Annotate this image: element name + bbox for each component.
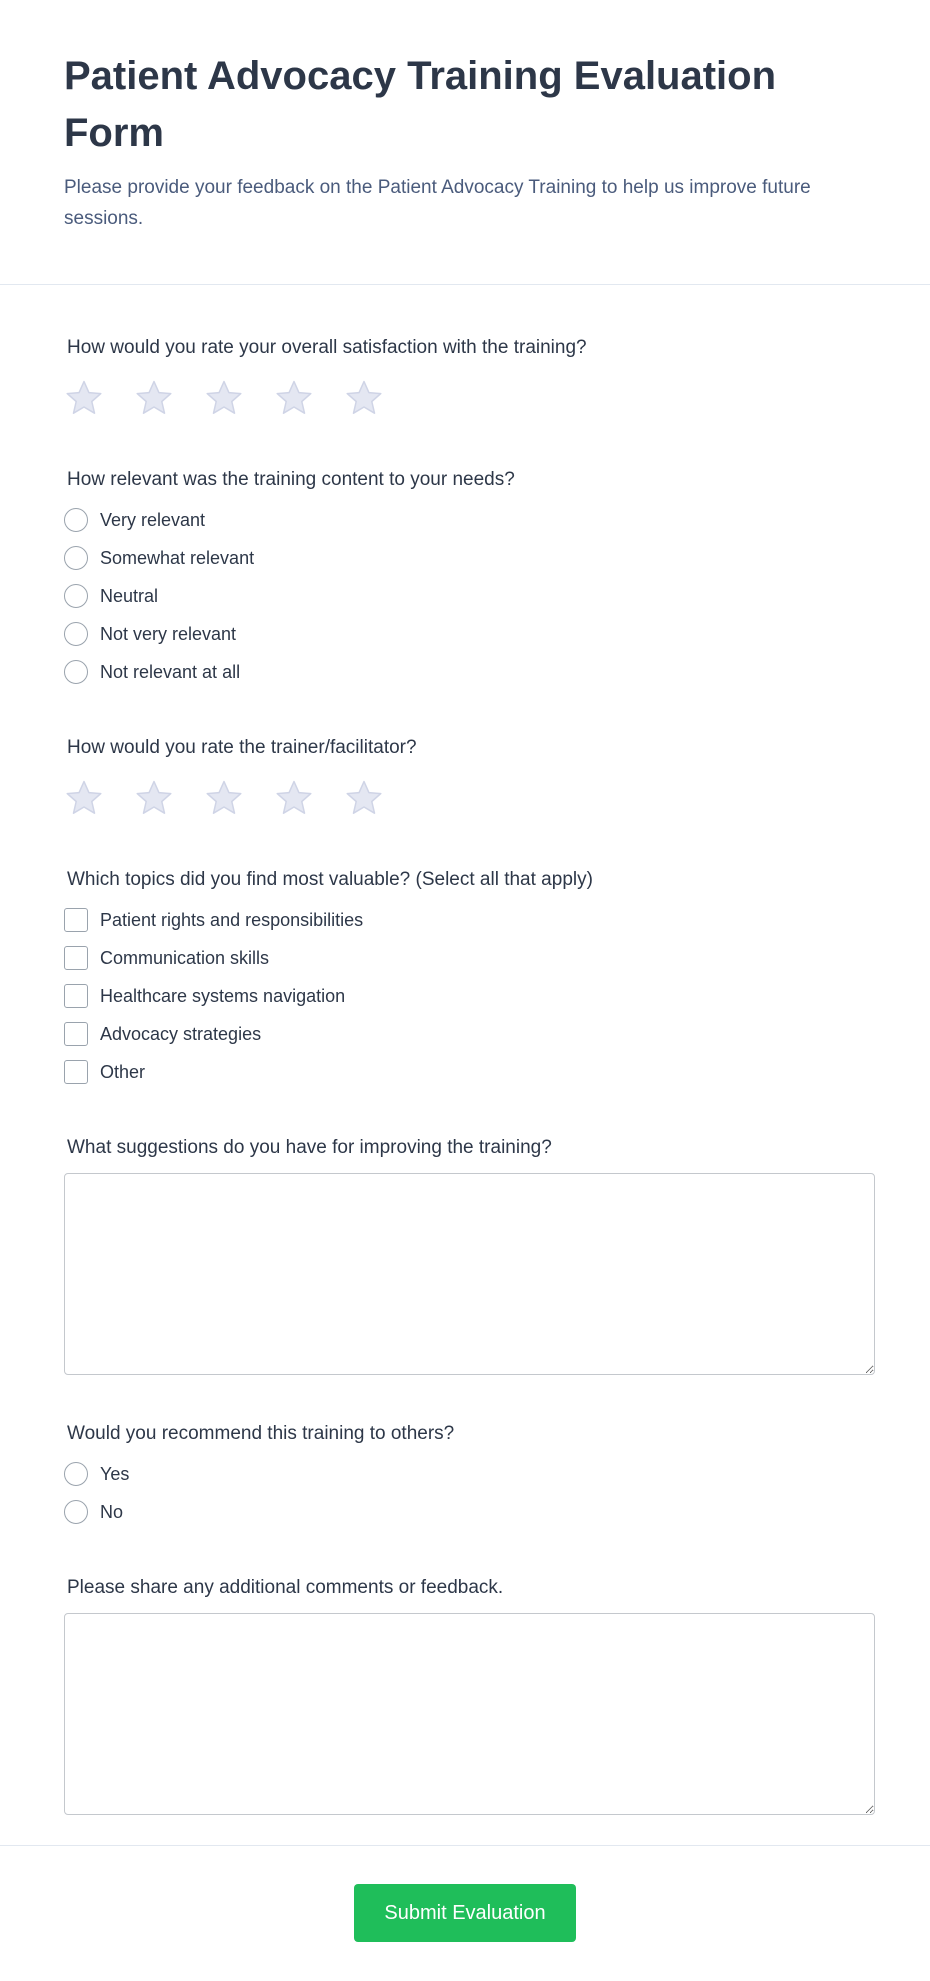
star-icon[interactable] <box>134 378 174 418</box>
question-suggestions <box>64 1135 866 1375</box>
question-relevance <box>64 467 866 691</box>
star-rating-overall <box>64 377 866 419</box>
question-label: Which topics did you find most valuable? (Select all that apply) <box>67 869 593 890</box>
checkbox[interactable] <box>64 1060 88 1084</box>
form-footer <box>0 1845 930 1942</box>
topics-checkbox-group <box>64 901 866 1091</box>
radio-button[interactable] <box>64 1500 88 1524</box>
question-recommend <box>64 1421 866 1531</box>
radio-button[interactable] <box>64 508 88 532</box>
option-label: Patient rights and responsibilities <box>100 909 364 930</box>
form-header <box>0 0 930 285</box>
comments-textarea[interactable] <box>64 1613 875 1815</box>
star-rating-trainer <box>64 777 866 819</box>
recommend-radio-group <box>64 1455 866 1531</box>
question-label: Would you recommend this training to others? <box>67 1423 455 1444</box>
question-label: How would you rate the trainer/facilitator? <box>67 737 417 758</box>
question-valuable-topics <box>64 867 866 1091</box>
question-label: How would you rate your overall satisfaction with the training? <box>67 337 587 358</box>
checkbox-option-healthcare-navigation[interactable] <box>64 977 866 1015</box>
option-label: Advocacy strategies <box>100 1023 262 1044</box>
question-label: What suggestions do you have for improving the training? <box>67 1137 552 1158</box>
option-label: Neutral <box>100 585 159 606</box>
radio-option-no[interactable] <box>64 1493 866 1531</box>
star-icon[interactable] <box>274 378 314 418</box>
checkbox-option-advocacy-strategies[interactable] <box>64 1015 866 1053</box>
option-label: Very relevant <box>100 509 206 530</box>
checkbox-option-patient-rights[interactable] <box>64 901 866 939</box>
star-icon[interactable] <box>134 778 174 818</box>
question-additional-comments <box>64 1575 866 1815</box>
radio-button[interactable] <box>64 584 88 608</box>
option-label: Yes <box>100 1463 130 1484</box>
option-label: Communication skills <box>100 947 270 968</box>
page-title: Patient Advocacy Training Evaluation Form <box>64 54 777 155</box>
evaluation-form <box>0 285 930 1845</box>
radio-button[interactable] <box>64 660 88 684</box>
star-icon[interactable] <box>204 378 244 418</box>
option-label: Not relevant at all <box>100 661 241 682</box>
question-label: Please share any additional comments or feedback. <box>67 1577 504 1598</box>
option-label: Not very relevant <box>100 623 237 644</box>
radio-button[interactable] <box>64 622 88 646</box>
star-icon[interactable] <box>344 378 384 418</box>
radio-button[interactable] <box>64 1462 88 1486</box>
radio-option-somewhat-relevant[interactable] <box>64 539 866 577</box>
question-trainer-rating <box>64 735 866 819</box>
option-label: No <box>100 1501 124 1522</box>
checkbox[interactable] <box>64 1022 88 1046</box>
radio-button[interactable] <box>64 546 88 570</box>
checkbox-option-other[interactable] <box>64 1053 866 1091</box>
checkbox[interactable] <box>64 946 88 970</box>
star-icon[interactable] <box>64 778 104 818</box>
star-icon[interactable] <box>344 778 384 818</box>
question-overall-satisfaction <box>64 335 866 419</box>
radio-option-not-very-relevant[interactable] <box>64 615 866 653</box>
option-label: Healthcare systems navigation <box>100 985 346 1006</box>
star-icon[interactable] <box>64 378 104 418</box>
star-icon[interactable] <box>274 778 314 818</box>
question-label: How relevant was the training content to your needs? <box>67 469 515 490</box>
option-label: Other <box>100 1061 146 1082</box>
radio-option-not-relevant-at-all[interactable] <box>64 653 866 691</box>
suggestions-textarea[interactable] <box>64 1173 875 1375</box>
radio-option-neutral[interactable] <box>64 577 866 615</box>
page-subtitle: Please provide your feedback on the Patient Advocacy Training to help us improve future sessions. <box>64 177 811 229</box>
radio-option-yes[interactable] <box>64 1455 866 1493</box>
option-label: Somewhat relevant <box>100 547 255 568</box>
radio-option-very-relevant[interactable] <box>64 501 866 539</box>
checkbox-option-communication-skills[interactable] <box>64 939 866 977</box>
checkbox[interactable] <box>64 984 88 1008</box>
relevance-radio-group <box>64 501 866 691</box>
submit-evaluation-button[interactable]: Submit Evaluation <box>354 1884 576 1942</box>
checkbox[interactable] <box>64 908 88 932</box>
star-icon[interactable] <box>204 778 244 818</box>
